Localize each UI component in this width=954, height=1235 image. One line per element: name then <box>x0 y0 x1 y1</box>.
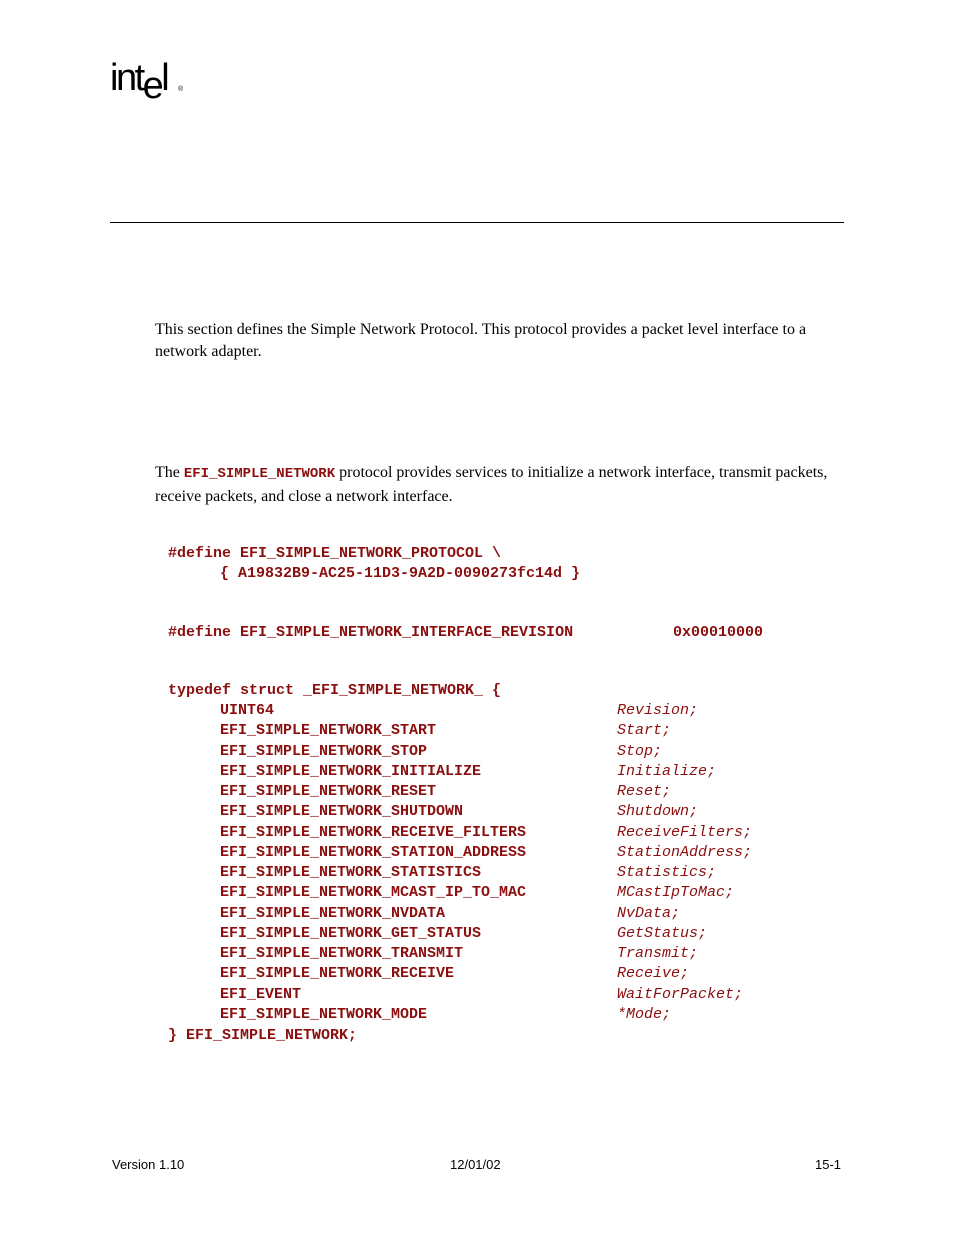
field-name: ReceiveFilters; <box>617 823 753 841</box>
field-type: EFI_SIMPLE_NETWORK_GET_STATUS <box>220 924 482 942</box>
field-type: EFI_SIMPLE_NETWORK_START <box>220 722 437 740</box>
field-type: EFI_SIMPLE_NETWORK_INITIALIZE <box>220 762 482 780</box>
field-name: Shutdown; <box>617 803 699 821</box>
field-name: Revision; <box>617 702 699 719</box>
intel-wordmark: intel <box>110 57 168 107</box>
field-type: EFI_SIMPLE_NETWORK_RECEIVE_FILTERS <box>220 823 527 841</box>
field-type: EFI_SIMPLE_NETWORK_NVDATA <box>220 904 446 922</box>
define-protocol-guid: #define EFI_SIMPLE_NETWORK_PROTOCOL \ <box>168 545 502 562</box>
field-type: EFI_SIMPLE_NETWORK_TRANSMIT <box>220 945 464 962</box>
field-name: *Mode; <box>617 1005 672 1023</box>
footer-version: Version 1.10 <box>112 1157 185 1172</box>
field-name: StationAddress; <box>617 843 753 861</box>
field-type: EFI_SIMPLE_NETWORK_STATION_ADDRESS <box>220 843 527 861</box>
intro-paragraph: This section defines the Simple Network Protocol. This protocol provides a packet level interface to a network adapter. <box>155 321 807 360</box>
field-type: EFI_EVENT <box>220 985 302 1003</box>
registered-mark: ® <box>178 86 184 93</box>
field-type: EFI_SIMPLE_NETWORK_RESET <box>220 783 437 800</box>
footer-date: 12/01/02 <box>450 1157 501 1172</box>
struct-open: typedef struct _EFI_SIMPLE_NETWORK_ { <box>168 682 502 699</box>
field-type: UINT64 <box>220 702 275 719</box>
field-type: EFI_SIMPLE_NETWORK_RECEIVE <box>220 965 455 983</box>
intel-logo <box>110 57 200 107</box>
field-type: EFI_SIMPLE_NETWORK_STATISTICS <box>220 864 482 881</box>
footer-page-number: 15-1 <box>815 1157 842 1172</box>
field-name: MCastIpToMac; <box>617 884 735 902</box>
protocol-guid-value: { A19832B9-AC25-11D3-9A2D-0090273fc14d } <box>220 565 581 582</box>
protocol-name-code: EFI_SIMPLE_NETWORK <box>183 466 336 482</box>
header-rule <box>110 222 844 223</box>
field-name: Stop; <box>617 742 663 760</box>
description-suffix: protocol provides services to initialize a network interface, transmit packets, receive packets, and close a network interface. <box>155 464 828 505</box>
description-prefix: The <box>155 464 184 481</box>
interface-revision-value: 0x00010000 <box>673 624 764 641</box>
field-type: EFI_SIMPLE_NETWORK_SHUTDOWN <box>220 803 464 821</box>
field-name: WaitForPacket; <box>617 985 744 1003</box>
field-name: Receive; <box>617 965 690 983</box>
field-name: Start; <box>617 722 672 740</box>
description-paragraph <box>155 462 845 507</box>
field-type: EFI_SIMPLE_NETWORK_MODE <box>220 1005 428 1023</box>
field-name: Statistics; <box>617 864 717 881</box>
field-name: Transmit; <box>617 945 699 962</box>
field-name: GetStatus; <box>617 924 708 942</box>
struct-close: } EFI_SIMPLE_NETWORK; <box>168 1027 358 1044</box>
field-type: EFI_SIMPLE_NETWORK_STOP <box>220 742 428 760</box>
field-type: EFI_SIMPLE_NETWORK_MCAST_IP_TO_MAC <box>220 884 527 902</box>
field-name: Reset; <box>617 783 672 800</box>
define-interface-revision: #define EFI_SIMPLE_NETWORK_INTERFACE_REVISION <box>168 624 574 641</box>
field-name: Initialize; <box>617 762 717 780</box>
field-name: NvData; <box>617 904 681 922</box>
